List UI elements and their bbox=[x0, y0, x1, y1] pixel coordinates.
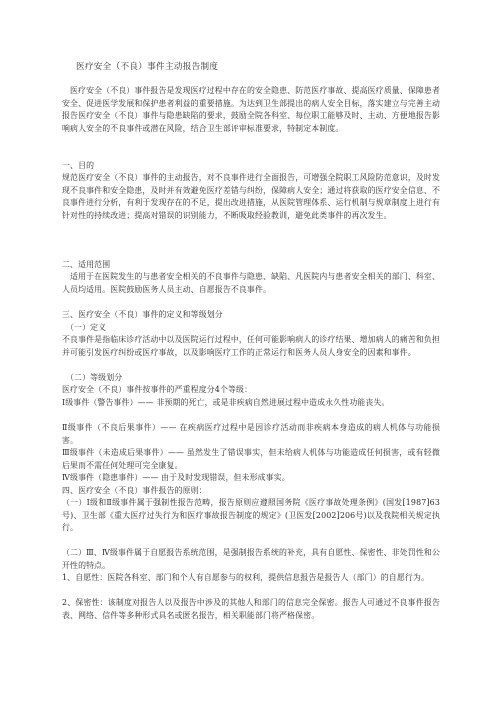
level-3-item: Ⅲ级事件（未造成后果事件）—— 虽然发生了错误事实，但未给病人机体与功能造成任何损害，或有轻微后果而不需任何处理可完全康复。 bbox=[62, 448, 440, 470]
principle-confidential: 2、保密性：该制度对报告人以及报告中涉及的其他人和部门的信息完全保密。报告人可通过不良事件报告表、网络、信件等多种形式具名或匿名报告，相关职能部门将严格保密。 bbox=[62, 598, 440, 620]
intro-paragraph: 医疗安全（不良）事件报告是发现医疗过程中存在的安全隐患、防范医疗事故、提高医疗质量、保障患者安全、促进医学发展和保护患者利益的重要措施。为达到卫生部提出的病人安全目标，落实建立与完善主动报告医疗安全（不良）事件与隐患缺陷的要求，鼓励全院各科室、每位职工能够及时、主动、方便地报告影响病人安全的不良事件或潜在风险，结合卫生部评审标准要求，特制定本制度。 bbox=[62, 86, 440, 133]
section-1-body: 规范医疗安全（不良）事件的主动报告，对不良事件进行全面报告，可增强全院职工风险防范意识，及时发现不良事件和安全隐患，及时并有效避免医疗差错与纠纷，保障病人安全；通过将获取的医疗安全信息、不良事件进行分析，有利于发现存在的不足，提出改进措施，从医院管理体系、运行机制与规章制度上进行有针对性的持续改进；提高对错误的识别能力，不断吸取经验教训，避免此类事件的再次发生。 bbox=[62, 173, 440, 220]
level-2-item: Ⅱ级事件（不良后果事件）—— 在疾病医疗过程中是因诊疗活动而非疾病本身造成的病人机体与功能损害。 bbox=[62, 423, 440, 445]
section-3-2-heading: （二）等级划分 bbox=[66, 373, 123, 382]
section-4-heading: 四、医疗安全（不良）事件报告的原则： bbox=[62, 486, 207, 495]
document-title: 医疗安全（不良）事件主动报告制度 bbox=[76, 62, 219, 72]
section-2-heading: 二、适用范围 bbox=[62, 260, 111, 269]
section-1-heading: 一、目的 bbox=[62, 161, 95, 170]
section-4-item-1: （一）Ⅰ级和Ⅱ级事件属于强制性报告范畴，报告原则应遵照国务院《医疗事故处理条例》(国发[1987]63号)、卫生部《重大医疗过失行为和医疗事故报告制度的规定》(卫医发[2002]206号)以及我院相关规定执行。 bbox=[62, 498, 440, 532]
section-3-2-intro: 医疗安全（不良）事件按事件的严重程度分4个等级： bbox=[62, 385, 253, 394]
principle-voluntary: 1、自愿性：医院各科室、部门和个人有自愿参与的权利，提供信息报告是报告人（部门）的自愿行为。 bbox=[62, 573, 430, 582]
section-3-1-body: 不良事件是指临床诊疗活动中以及医院运行过程中，任何可能影响病人的诊疗结果、增加病人的痛苦和负担并可能引发医疗纠纷或医疗事故，以及影响医疗工作的正常运行和医务人员人身安全的因素和事件。 bbox=[62, 335, 440, 357]
section-3-1-heading: （一）定义 bbox=[66, 323, 107, 332]
section-3-heading: 三、医疗安全（不良）事件的定义和等级划分 bbox=[62, 310, 223, 319]
level-1-item: Ⅰ级事件（警告事件）—— 非预期的死亡，或是非疾病自然进展过程中造成永久性功能丧失。 bbox=[62, 398, 390, 407]
section-4-item-2: （二）Ⅲ、Ⅳ级事件属于自愿报告系统范围，是强制报告系统的补充，具有自愿性、保密性、非处罚性和公开性的特点。 bbox=[62, 548, 440, 570]
section-2-body: 适用于在医院发生的与患者安全相关的不良事件与隐患、缺陷、凡医院内与患者安全相关的部门、科室、人员均适用。医院鼓励医务人员主动、自愿报告不良事件。 bbox=[62, 272, 440, 294]
level-4-item: Ⅳ级事件（隐患事件）—— 由于及时发现错误，但未形成事实。 bbox=[62, 473, 290, 482]
